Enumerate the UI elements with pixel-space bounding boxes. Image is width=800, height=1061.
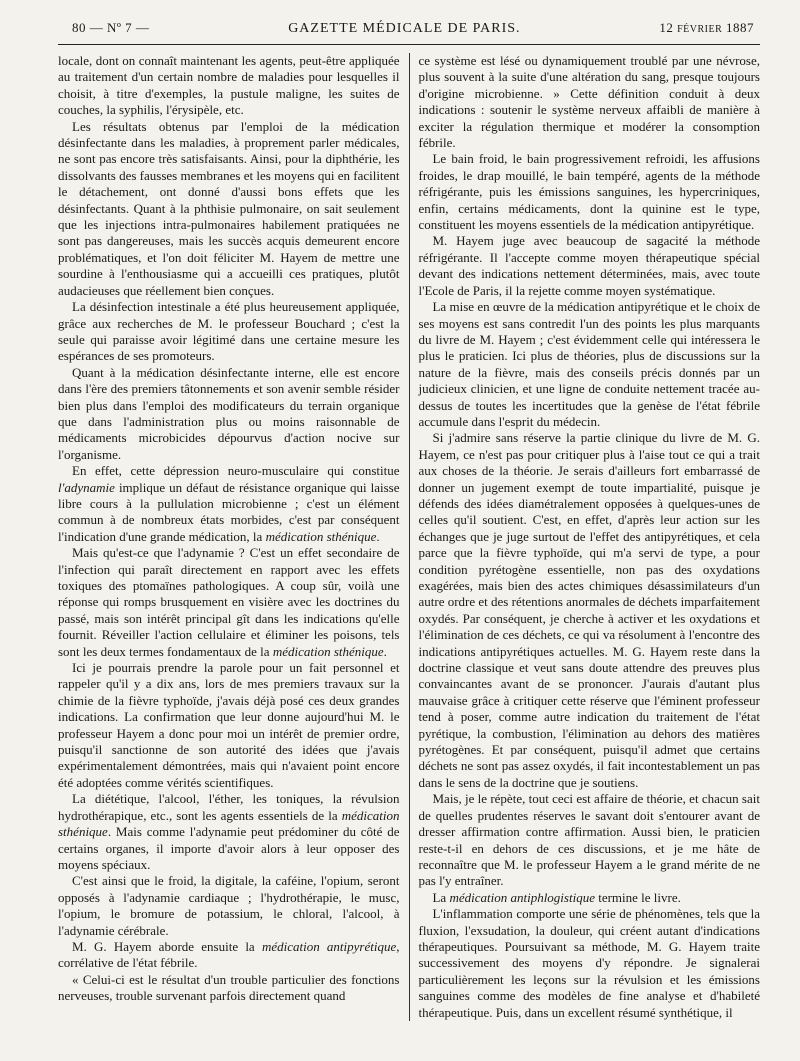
date-month: FÉVRIER — [677, 24, 723, 35]
paragraph: La désinfection intestinale a été plus heureusement appliquée, grâce aux recherches de M. le professeur Bouchard ; c'est la seule qui paraisse avoir légitimé dans une certaine mesure les espérances de ses promoteurs. — [58, 299, 400, 364]
left-column — [58, 53, 409, 1021]
paragraph: La diététique, l'alcool, l'éther, les toniques, la révulsion hydrothérapique, etc., sont les agents essentiels de la médication sthénique. Mais comme l'adynamie peut prédominer du côté de certains organes, il importe d'avoir alors à leur opposer des moyens spéciaux. — [58, 791, 400, 872]
issue-number: — Nº 7 — — [89, 20, 150, 35]
paragraph: Mais, je le répète, tout ceci est affaire de théorie, et chacun sait de quelles prudentes réserves le savant doit s'entourer avant de dresser affirmation contre affirmation. Aussi bien, le praticien reste-t-il en dehors de ces discussions, et je me hâte de reconnaître que M. le professeur Hayem a le grand mérite de ne pas l'y entraîner. — [418, 791, 760, 889]
paragraph: En effet, cette dépression neuro-musculaire qui constitue l'adynamie implique un défaut de résistance organique qui laisse libre cours à la pullulation microbienne ; c'est un élément commun à de nombreux états morbides, c'est par conséquent l'indication d'une grande médication, la médication sthénique. — [58, 463, 400, 544]
right-column — [409, 53, 760, 1021]
paragraph: M. Hayem juge avec beaucoup de sagacité la méthode réfrigérante. Il l'accepte comme moyen thérapeutique spécial devant des indications nettement déterminées, mais, avec toute l'Ecole de Paris, il la rejette comme moyen systématique. — [418, 233, 760, 298]
paragraph: M. G. Hayem aborde ensuite la médication antipyrétique, corrélative de l'état fébrile. — [58, 938, 400, 971]
paragraph: « Celui-ci est le résultat d'un trouble particulier des fonctions nerveuses, trouble survenant parfois directement quand — [58, 971, 400, 1004]
paragraph: Mais qu'est-ce que l'adynamie ? C'est un effet secondaire de l'infection qui paraît directement en rapport avec les effets toxiques des ptomaïnes pathologiques. A coup sûr, voilà une réponse qui romps brusquement en visière avec les doctrines du passé, mais son intérêt principal gît dans les indications qu'elle fournit. Réveiller l'action cellulaire et éliminer les poisons, tels sont les deux termes fondamentaux de la médication sthénique. — [58, 545, 400, 659]
paragraph: L'inflammation comporte une série de phénomènes, tels que la fluxion, l'exsudation, la douleur, qui créent autant d'indications thérapeutiques. Poursuivant sa méthode, M. G. Hayem traite successivement des moyens d'y répondre. Je signalerai particulièrement les leçons sur la révulsion et les émissions sanguines comme des modèles de fine analyse et d'habileté thérapeutique. Puis, dans un excellent résumé synthétique, il — [418, 906, 760, 1020]
date-year: 1887 — [726, 20, 754, 35]
page-number-block — [72, 20, 149, 36]
article-columns — [58, 53, 760, 1021]
paragraph: C'est ainsi que le froid, la digitale, la caféine, l'opium, seront opposés à l'adynamie cardiaque ; l'hydrothérapie, le musc, l'opium, le bromure de potassium, le chloral, l'alcool, à l'adynamie cérébrale. — [58, 873, 400, 938]
paragraph: Le bain froid, le bain progressivement refroidi, les affusions froides, le drap mouillé, le bain tempéré, agents de la méthode réfrigérante, puis les émissions sanguines, les hypercriniques, enfin, certains médicaments, dont la quinine est le type, constituent les moyens essentiels de la médication antipyrétique. — [418, 151, 760, 233]
journal-title: GAZETTE MÉDICALE DE PARIS. — [288, 21, 521, 36]
paragraph: La médication antiphlogistique termine le livre. — [432, 889, 681, 905]
page-number: 80 — [72, 20, 86, 35]
paragraph: Ici je pourrais prendre la parole pour un fait personnel et rappeler qu'il y a dix ans, lors de mes premiers travaux sur la chimie de la fièvre typhoïde, j'avais déjà posé ces deux grandes indications. La confirmation que leur donne aujourd'hui M. le professeur Hayem a donc pour moi un intérêt de premier ordre, puisqu'il sanctionne de son autorité des idées que j'avais expérimentalement démontrées, mais qui n'avaient point encore été adoptées comme vérités scientifiques. — [58, 660, 400, 790]
paragraph: Les résultats obtenus par l'emploi de la médication désinfectante dans les maladies, à proprement parler médicales, ne sont pas encore très satisfaisants. Ainsi, pour la diphthérie, les dissolvants des fausses membranes et les moyens qui en facilitent le détachement, ont donné d'aussi bons effets que les désinfectants. Quant à la phthisie pulmonaire, on sait seulement que les injections intra-pulmonaires habilement pratiquées ne sont pas dangereuses, mais les succès acquis demeurent encore problématiques, et l'on doit féliciter M. Hayem de mettre une sourdine à l'enthousiasme qui a accueilli ces pratiques, plutôt audacieuses que réellement bien conçues. — [58, 118, 400, 298]
paragraph: locale, dont on connaît maintenant les agents, peut-être appliquée au traitement d'un certain nombre de maladies pour lesquelles il choisit, à titre d'exemples, la pustule maligne, les suites de couches, la syphilis, l'érysipèle, etc. — [58, 53, 400, 118]
date-day: 12 — [659, 20, 674, 35]
paragraph: ce système est lésé ou dynamiquement troublé par une névrose, plus souvent à la suite d'une altération du sang, presque toujours d'origine microbienne. » Cette définition conduit à deux indications : soutenir le système nerveux affaibli de manière à exciter la régulation thermique et modérer la consomption fébrile. — [418, 53, 760, 151]
page-header — [58, 20, 760, 45]
paragraph: Quant à la médication désinfectante interne, elle est encore dans l'ère des premiers tâtonnements et son avenir semble résider bien plus dans l'emploi des modificateurs du terrain organique que dans l'administration plus ou moins raisonnable de médicaments microbicides dépourvus d'action nocive sur l'organisme. — [58, 364, 400, 462]
paragraph: La mise en œuvre de la médication antipyrétique et le choix de ses moyens est sans contredit l'un des points les plus marquants du livre de M. Hayem ; c'est évidemment celle qui intéressera le plus le praticien. Ici plus de théories, plus de discussions sur la nature de la fièvre, mais des conseils précis donnés par un judicieux clinicien, et une ligne de conduite nettement tracée au-dessus de toutes les incertitudes que la genèse de l'état fébrile accumule dans l'esprit du médecin. — [418, 299, 760, 429]
issue-date — [659, 20, 754, 36]
paragraph: Si j'admire sans réserve la partie clinique du livre de M. G. Hayem, ce n'est pas pour critiquer plus à l'aise tout ce qui a trait aux choses de la théorie. Je serais d'ailleurs fort embarrassé de donner un jugement exempt de toute impartialité, puisque je défends des idées diamétralement opposées à quelques-unes de celles qu'il soutient. C'est, en effet, d'après leur action sur les échanges que je juge surtout de l'effet des antipyrétiques, et cela parce que la fièvre typhoïde, qui m'a servi de type, a pour condition pyrétogène essentielle, non pas des oxydations exagérées, mais bien des actes chimiques désassimilateurs d'un autre ordre et des rétentions anormales de déchets imparfaitement oxydés. Par conséquent, je cherche à activer et les oxydations et l'élimination de ces déchets, ce qui va résolument à l'encontre des indications antipyrétiques actuelles. M. G. Hayem reste dans la doctrine classique et veut sans doute attendre des preuves plus convaincantes avant de se prononcer. J'aurais d'autant plus mauvaise grâce à critiquer cette réserve que l'éminent professeur tend à poser, comme autre indication du traitement de l'état pyrétique, la combustion, l'élimination au dehors des matières pyrétogènes. Et par conséquent, puisqu'il admet que certains déchets ne sont pas assez oxydés, il fait incontestablement un pas dans le sens de la doctrine que je soutiens. — [418, 430, 760, 790]
